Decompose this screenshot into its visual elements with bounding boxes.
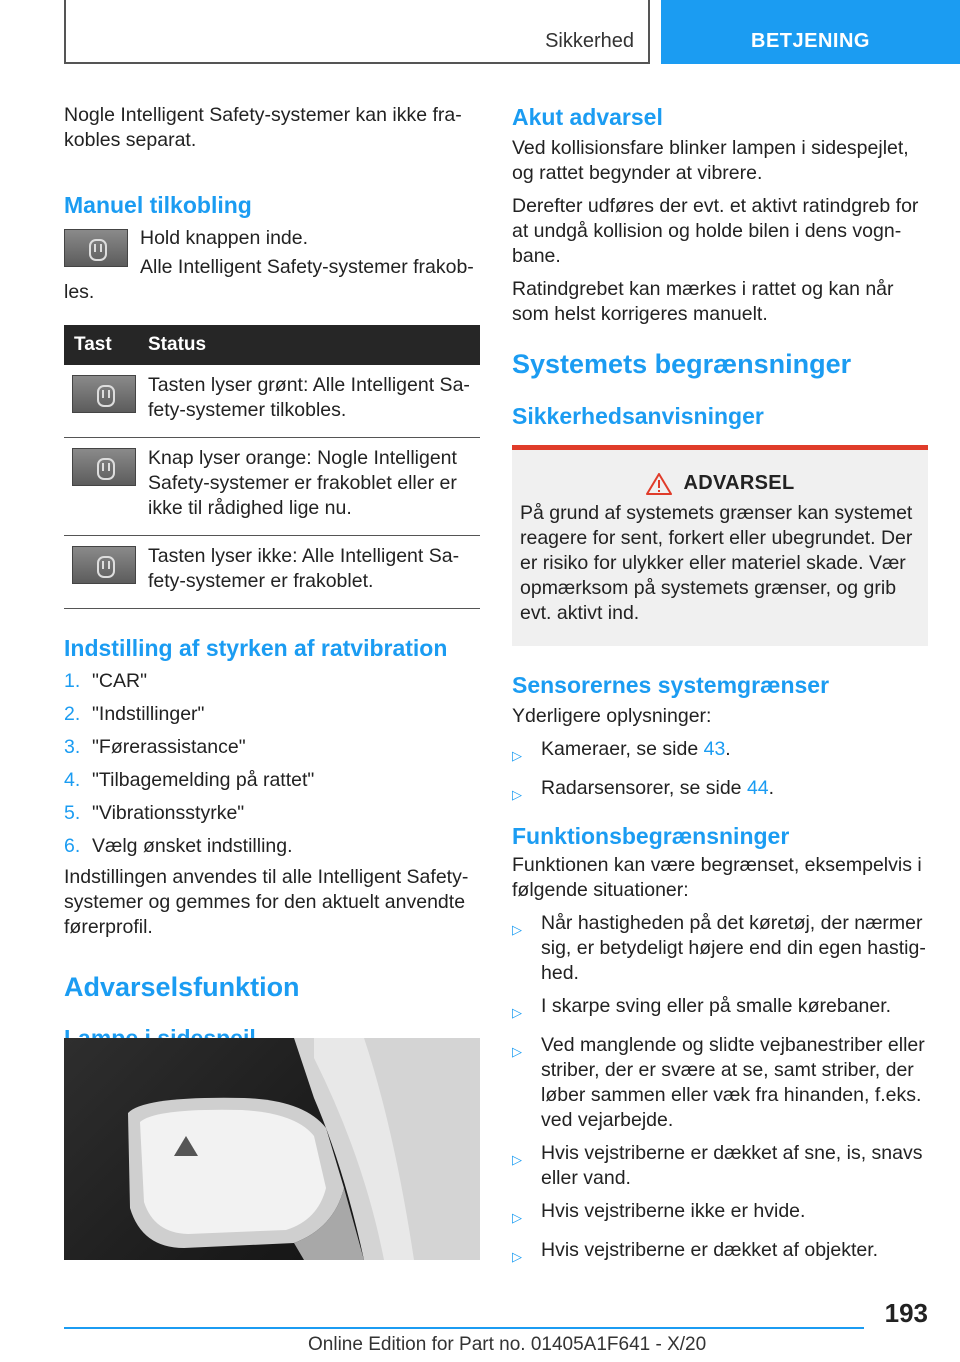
function-limits-heading: Funktionsbegrænsninger	[512, 823, 790, 849]
list-item: 4. "Tilbagemelding på rattet"	[64, 769, 315, 791]
table-cell-status: Tasten lyser ikke: Alle Intelligent Sa-fety-systemer er frakoblet.	[148, 536, 480, 609]
safety-button-off-icon	[72, 546, 136, 584]
page-link-43[interactable]: 43	[703, 738, 726, 760]
table-row	[64, 438, 480, 536]
list-item: ▷ Når hastigheden på det køretøj, der nærmer sig, er betydeligt højere end din egen hastig-hed.	[512, 912, 926, 984]
list-item: ▷ Kameraer, se side 43.	[512, 737, 928, 768]
table-cell-status: Tasten lyser grønt: Alle Intelligent Sa-fety-systemer tilkobles.	[148, 365, 480, 438]
bullet-triangle-icon: ▷	[512, 922, 522, 937]
page-link-44[interactable]: 44	[746, 777, 769, 799]
function-intro: Funktionen kan være begrænset, eksempelvis i følgende situationer:	[512, 854, 922, 901]
safety-heading: Sikkerhedsanvisninger	[512, 403, 764, 429]
page-number: 193	[884, 1298, 928, 1328]
vibration-steps	[64, 665, 480, 863]
side-mirror-image	[64, 1038, 480, 1260]
bullet-triangle-icon: ▷	[512, 748, 522, 763]
footer-divider	[64, 1327, 864, 1329]
safety-button-green-icon	[72, 375, 136, 413]
vibration-heading: Indstilling af styrken af ratvibration	[64, 635, 448, 661]
list-item: 3. "Førerassistance"	[64, 736, 246, 758]
vibration-note: Indstillingen anvendes til alle Intelligent Safety-systemer og gemmes for den aktuelt anvendte førerprofil.	[64, 866, 469, 938]
warning-function-heading: Advarselsfunktion	[64, 972, 300, 1002]
status-table	[64, 325, 480, 609]
header-section-box	[64, 0, 650, 64]
bullet-triangle-icon: ▷	[512, 1249, 522, 1264]
list-item: ▷ I skarpe sving eller på smalle kørebaner.	[512, 994, 928, 1025]
header-chapter-tab	[661, 0, 960, 64]
list-item: ▷ Hvis vejstriberne ikke er hvide.	[512, 1199, 928, 1230]
table-row	[64, 536, 480, 609]
page-header	[0, 0, 960, 66]
header-chapter-label: BETJENING	[751, 30, 870, 52]
bullet-triangle-icon: ▷	[512, 1005, 522, 1020]
warning-triangle-icon	[646, 473, 672, 495]
bullet-triangle-icon: ▷	[512, 1044, 522, 1059]
warning-header	[520, 472, 920, 495]
manual-heading: Manuel tilkobling	[64, 192, 252, 218]
akut-paragraph-3: Ratindgrebet kan mærkes i rattet og kan når som helst korrigeres manuelt.	[512, 278, 894, 325]
list-item: 2. "Indstillinger"	[64, 703, 205, 725]
left-column	[64, 100, 480, 1053]
function-list	[512, 911, 928, 1269]
sensor-intro: Yderligere oplysninger:	[512, 705, 712, 727]
list-item: 5. "Vibrationsstyrke"	[64, 802, 245, 824]
bullet-triangle-icon: ▷	[512, 1152, 522, 1167]
intro-text: Nogle Intelligent Safety-systemer kan ikke fra-kobles separat.	[64, 104, 462, 151]
table-row	[64, 365, 480, 438]
manual-line1: Hold knappen inde.	[140, 227, 309, 249]
limits-heading: Systemets begrænsninger	[512, 349, 852, 379]
list-item: ▷ Radarsensorer, se side 44.	[512, 776, 928, 807]
table-cell-status: Knap lyser orange: Nogle Intelligent Safety-systemer er frakoblet eller er ikke til rådighed lige nu.	[148, 438, 480, 536]
list-item: ▷ Hvis vejstriberne er dækket af objekter.	[512, 1238, 928, 1269]
table-header-status: Status	[148, 325, 480, 365]
table-header-key: Tast	[64, 325, 148, 365]
akut-heading: Akut advarsel	[512, 104, 663, 130]
right-column	[512, 100, 928, 1277]
bullet-triangle-icon: ▷	[512, 787, 522, 802]
warning-box	[512, 445, 928, 646]
akut-paragraph-1: Ved kollisionsfare blinker lampen i sidespejlet, og rattet begynder at vibrere.	[512, 137, 909, 184]
list-item: ▷ Ved manglende og slidte vejbanestriber eller striber, der er svære at se, samt striber, der løber sammen eller væk fra hinanden, f.eks. ved vejarbejde.	[512, 1034, 925, 1131]
sensor-list	[512, 737, 928, 807]
safety-button-orange-icon	[72, 448, 136, 486]
manual-line2: Alle Intelligent Safety-systemer frakob-les.	[64, 256, 474, 303]
akut-paragraph-2: Derefter udføres der evt. et aktivt ratindgreb for at undgå kollision og holde bilen i dens vogn-bane.	[512, 195, 919, 267]
list-item: ▷ Hvis vejstriberne er dækket af sne, is, snavs eller vand.	[512, 1142, 923, 1189]
bullet-triangle-icon: ▷	[512, 1210, 522, 1225]
list-item: 6. Vælg ønsket indstilling.	[64, 835, 293, 857]
list-item: 1. "CAR"	[64, 670, 148, 692]
header-section-title: Sikkerhed	[545, 30, 634, 52]
warning-title: ADVARSEL	[683, 472, 795, 494]
sensor-heading: Sensorernes systemgrænser	[512, 672, 830, 698]
warning-text: På grund af systemets grænser kan systemet reagere for sent, forkert eller ubegrundet. Der er risiko for ulykker eller materiel skade. Vær opmærksom på systemets grænser, og grib evt. aktivt ind.	[520, 502, 913, 624]
footer-edition: Online Edition for Part no. 01405A1F641 - X/20	[308, 1334, 707, 1355]
safety-button-icon	[64, 229, 128, 267]
